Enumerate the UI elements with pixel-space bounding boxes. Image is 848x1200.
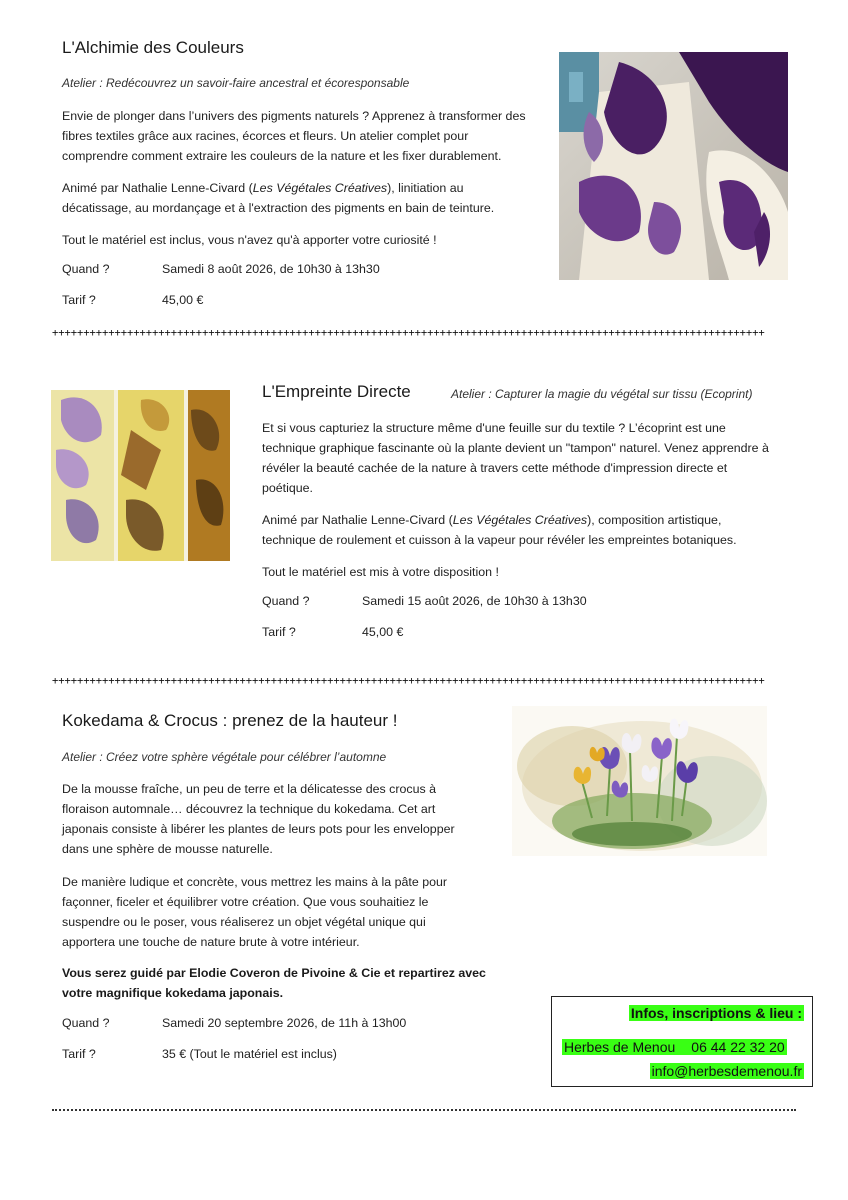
contact-box bbox=[551, 996, 813, 1087]
workshop1-materials: Tout le matériel est inclus, vous n'avez qu'à apporter votre curiosité ! bbox=[62, 233, 437, 247]
workshop3-when-value: Samedi 20 septembre 2026, de 11h à 13h00 bbox=[162, 1016, 407, 1030]
contact-place: Herbes de Menou bbox=[564, 1039, 676, 1055]
workshop3-price-value: 35 € (Tout le matériel est inclus) bbox=[162, 1047, 337, 1061]
workshop2-price-value: 45,00 € bbox=[362, 625, 404, 639]
workshop2-intro: Et si vous capturiez la structure même d'une feuille sur du textile ? L’écoprint est une technique graphique fascinante où la plante devient un "tampon" naturel. Venez apprendre à révéler la beauté cachée de la nature à travers cette méthode d'impression directe et poétique. bbox=[262, 421, 769, 495]
contact-place-phone-line bbox=[562, 1039, 787, 1057]
workshop3-guide: Vous serez guidé par Elodie Coveron de Pivoine & Cie et repartirez avec votre magnifique kokedama japonais. bbox=[62, 966, 486, 1000]
contact-email-line bbox=[650, 1063, 804, 1081]
workshop2-host: Animé par Nathalie Lenne-Civard (Les Végétales Créatives), composition artistique, technique de roulement et cuisson à la vapeur pour révéler les empreintes botaniques. bbox=[262, 513, 737, 547]
workshop1-intro: Envie de plonger dans l’univers des pigments naturels ? Apprenez à transformer des fibres textiles grâce aux racines, écorces et fleurs. Un atelier complet pour comprendre comment extraire les couleurs de la nature et les fixer durablement. bbox=[62, 109, 526, 163]
workshop3-description: De manière ludique et concrète, vous mettrez les mains à la pâte pour façonner, ficeler et équilibrer votre création. Que vous souhaitiez le suspendre ou le poser, vous réaliserez un objet végétal unique qui apportera une touche de nature brute à votre intérieur. bbox=[62, 875, 447, 949]
workshop1-price-value: 45,00 € bbox=[162, 293, 204, 307]
contact-heading: Infos, inscriptions & lieu : bbox=[630, 1005, 802, 1021]
workshop3-subtitle: Atelier : Créez votre sphère végétale pour célébrer l’automne bbox=[62, 750, 387, 764]
workshop2-title: L'Empreinte Directe bbox=[262, 382, 411, 401]
workshop1-host: Animé par Nathalie Lenne-Civard (Les Végétales Créatives), linitiation au décatissage, au mordançage et à l'extraction des pigments en bain de teinture. bbox=[62, 181, 495, 215]
separator-1: ++++++++++++++++++++++++++++++++++++++++++++++++++++++++++++++++++++++++++++++++++++++++++++++++++++++++++++++++++ bbox=[52, 327, 765, 339]
ecoprint-photo bbox=[51, 390, 230, 561]
dyed-fabric-photo bbox=[559, 52, 788, 280]
workshop2-price-label: Tarif ? bbox=[262, 625, 296, 639]
workshop1-subtitle: Atelier : Redécouvrez un savoir-faire ancestral et écoresponsable bbox=[62, 76, 410, 90]
separator-2: ++++++++++++++++++++++++++++++++++++++++++++++++++++++++++++++++++++++++++++++++++++++++++++++++++++++++++++++++++ bbox=[52, 675, 765, 687]
contact-email-link[interactable]: info@herbesdemenou.fr bbox=[651, 1063, 802, 1079]
workshop1-title: L'Alchimie des Couleurs bbox=[62, 38, 244, 57]
contact-phone[interactable]: 06 44 22 32 20 bbox=[691, 1039, 785, 1055]
workshop1-when-value: Samedi 8 août 2026, de 10h30 à 13h30 bbox=[162, 262, 380, 276]
crocus-watercolor-illustration bbox=[512, 706, 767, 856]
workshop1-when-label: Quand ? bbox=[62, 262, 110, 276]
bottom-dotted-rule bbox=[52, 1109, 796, 1111]
workshop2-when-label: Quand ? bbox=[262, 594, 310, 608]
workshop3-intro: De la mousse fraîche, un peu de terre et la délicatesse des crocus à floraison automnale… découvrez la technique du kokedama. Cet art japonais consiste à libérer les plantes de leurs pots pour les envelopper dans une sphère de mousse naturelle. bbox=[62, 782, 455, 856]
workshop2-subtitle: Atelier : Capturer la magie du végétal sur tissu (Ecoprint) bbox=[451, 387, 753, 401]
workshop2-materials: Tout le matériel est mis à votre disposition ! bbox=[262, 565, 499, 579]
workshop3-title: Kokedama & Crocus : prenez de la hauteur ! bbox=[62, 711, 398, 730]
workshop2-when-value: Samedi 15 août 2026, de 10h30 à 13h30 bbox=[362, 594, 587, 608]
workshop1-price-label: Tarif ? bbox=[62, 293, 96, 307]
workshop3-when-label: Quand ? bbox=[62, 1016, 110, 1030]
workshop3-price-label: Tarif ? bbox=[62, 1047, 96, 1061]
